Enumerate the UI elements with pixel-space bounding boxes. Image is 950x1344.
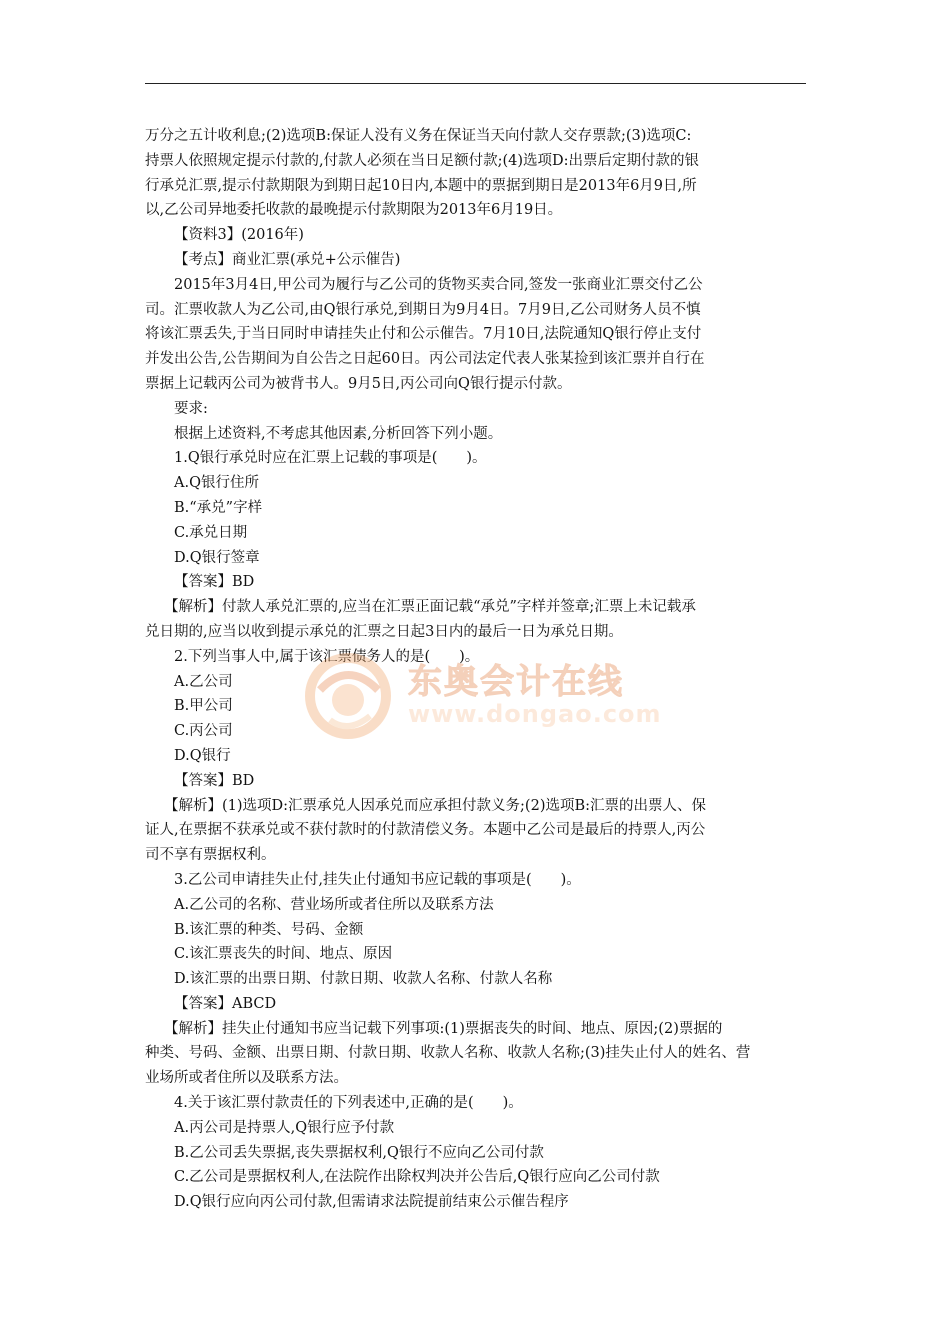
analysis-2: 【解析】(1)选项D:汇票承兑人因承兑而应承担付款义务;(2)选项B:汇票的出票人、保 — [164, 797, 707, 814]
option-d: D.Q银行 — [174, 747, 231, 764]
case-text-line: 票据上记载丙公司为被背书人。9月5日,丙公司向Q银行提示付款。 — [145, 375, 572, 392]
option-d: D.Q银行签章 — [174, 549, 260, 566]
option-a: A.Q银行住所 — [174, 475, 259, 492]
option-c: C.乙公司是票据权利人,在法院作出除权判决并公告后,Q银行应向乙公司付款 — [174, 1169, 660, 1186]
requirement-text: 根据上述资料,不考虑其他因素,分析回答下列小题。 — [174, 425, 503, 442]
watermark-brand: 东奥会计在线 — [408, 662, 624, 702]
analysis-3-cont: 种类、号码、金额、出票日期、付款日期、收款人名称、收款人名称;(3)挂失止付人的姓名、营 — [145, 1045, 751, 1062]
option-a: A.乙公司的名称、营业场所或者住所以及联系方法 — [174, 896, 494, 913]
option-b: B.该汇票的种类、号码、金额 — [174, 921, 364, 938]
text-line: 持票人依照规定提示付款的,付款人必须在当日足额付款;(4)选项D:出票后定期付款的银 — [145, 152, 700, 169]
requirement-heading: 要求: — [174, 400, 208, 417]
analysis-2-cont: 证人,在票据不获承兑或不获付款时的付款清偿义务。本题中乙公司是最后的持票人,丙公 — [145, 822, 706, 839]
section-heading: 【资料3】(2016年) — [174, 227, 304, 244]
option-a: A.丙公司是持票人,Q银行应予付款 — [174, 1119, 395, 1136]
question-3: 3.乙公司申请挂失止付,挂失止付通知书应记载的事项是( )。 — [174, 871, 581, 888]
answer-3: 【答案】ABCD — [174, 995, 277, 1012]
header-rule — [145, 83, 806, 84]
analysis-3-cont: 业场所或者住所以及联系方法。 — [145, 1070, 348, 1087]
option-d: D.该汇票的出票日期、付款日期、收款人名称、付款人名称 — [174, 971, 553, 988]
option-d: D.Q银行应向丙公司付款,但需请求法院提前结束公示催告程序 — [174, 1194, 569, 1211]
analysis-3: 【解析】挂失止付通知书应当记载下列事项:(1)票据丧失的时间、地点、原因;(2)票据的 — [164, 1020, 723, 1037]
analysis-1-cont: 兑日期的,应当以收到提示承兑的汇票之日起3日内的最后一日为承兑日期。 — [145, 623, 623, 640]
question-1: 1.Q银行承兑时应在汇票上记载的事项是( )。 — [174, 450, 487, 467]
case-text-line: 将该汇票丢失,于当日同时申请挂失止付和公示催告。7月10日,法院通知Q银行停止支付 — [145, 326, 702, 343]
option-b: B.乙公司丢失票据,丧失票据权利,Q银行不应向乙公司付款 — [174, 1144, 544, 1161]
case-text-line: 并发出公告,公告期间为自公告之日起60日。丙公司法定代表人张某捡到该汇票并自行在 — [145, 351, 705, 368]
case-text-line: 2015年3月4日,甲公司为履行与乙公司的货物买卖合同,签发一张商业汇票交付乙公 — [174, 276, 703, 293]
option-b: B.甲公司 — [174, 698, 233, 715]
answer-2: 【答案】BD — [174, 772, 255, 789]
option-b: B.“承兑”字样 — [174, 499, 263, 516]
text-line: 以,乙公司异地委托收款的最晚提示付款期限为2013年6月19日。 — [145, 202, 563, 219]
option-a: A.乙公司 — [174, 673, 233, 690]
option-c: C.承兑日期 — [174, 524, 248, 541]
case-text-line: 司。汇票收款人为乙公司,由Q银行承兑,到期日为9月4日。7月9日,乙公司财务人员不慎 — [145, 301, 701, 318]
analysis-2-cont: 司不享有票据权利。 — [145, 847, 276, 864]
watermark-url: www.dongao.com — [408, 700, 662, 728]
question-2: 2.下列当事人中,属于该汇票债务人的是( )。 — [174, 648, 480, 665]
document-body — [145, 124, 807, 1215]
text-line: 万分之五计收利息;(2)选项B:保证人没有义务在保证当天向付款人交存票款;(3)选项C: — [145, 128, 692, 144]
text-line: 行承兑汇票,提示付款期限为到期日起10日内,本题中的票据到期日是2013年6月9日,所 — [145, 177, 697, 194]
topic-heading: 【考点】商业汇票(承兑+公示催告) — [174, 251, 401, 268]
analysis-1: 【解析】付款人承兑汇票的,应当在汇票正面记载“承兑”字样并签章;汇票上未记载承 — [164, 599, 696, 616]
question-4: 4.关于该汇票付款责任的下列表述中,正确的是( )。 — [174, 1095, 523, 1112]
option-c: C.丙公司 — [174, 723, 233, 740]
answer-1: 【答案】BD — [174, 574, 255, 591]
option-c: C.该汇票丧失的时间、地点、原因 — [174, 946, 393, 963]
